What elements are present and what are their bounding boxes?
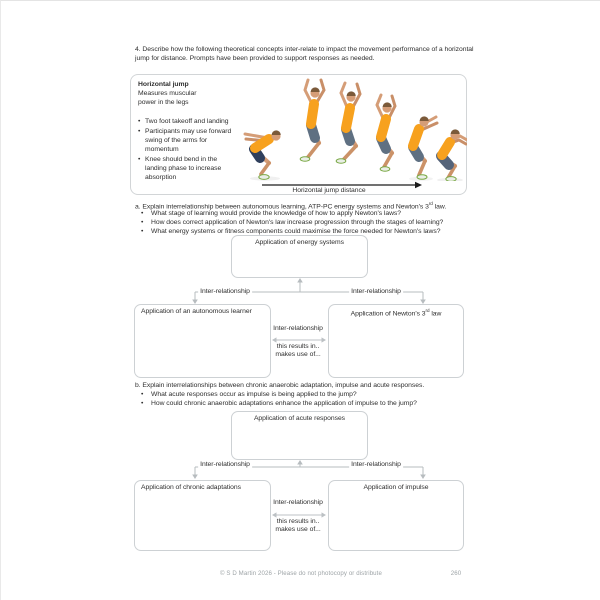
- superscript: rd: [425, 308, 430, 313]
- person-pose-takeoff: [300, 80, 324, 161]
- info-bullet: • Knee should bend in the landing phase to increase absorption: [138, 155, 232, 183]
- diagram-a-middle-line1: this results in..: [276, 342, 320, 350]
- diagram-b-middle-line2: makes use of...: [275, 525, 321, 533]
- person-pose-squat: [441, 129, 467, 181]
- section-a-bullet: • How does correct application of Newton's law increase progression through the stages of learning?: [135, 218, 595, 227]
- section-a-bullet: • What energy systems or fitness components could maximise the force needed for Newton's laws?: [135, 227, 595, 236]
- question-4-text: 4. Describe how the following theoretical concepts inter-relate to impact the movement performance of a horizontal jump for distance. Prompts have been provided to support responses as needed.: [135, 46, 474, 63]
- footer-page-number: 260: [450, 570, 462, 577]
- diagram-b-left-relationship-label: Inter-relationship: [200, 461, 250, 468]
- footer-copyright: © S D Martin 2026 - Please do not photocopy or distribute: [220, 570, 382, 577]
- diagram-b-right-box: [328, 480, 464, 551]
- info-box-title: Horizontal jump: [138, 81, 189, 88]
- diagram-b-left-box: [134, 480, 271, 551]
- diagram-a-middle-line2: makes use of...: [275, 350, 321, 358]
- info-bullet: • Participants may use forward swing of the arms for momentum: [138, 127, 232, 155]
- diagram-b-right-relationship-label: Inter-relationship: [351, 461, 401, 468]
- diagram-b-middle-line1: this results in..: [276, 517, 320, 525]
- section-a-heading: a. Explain interrelationship between autonomous learning, ATP-PC energy systems and Newton's 3rd law.: [135, 201, 447, 211]
- diagram-a-right-box-title: Application of Newton's 3rd law: [350, 308, 442, 318]
- diagram-a-left-box-title: Application of an autonomous learner: [141, 308, 252, 315]
- diagram-a-middle-label: Inter-relationship: [273, 325, 323, 332]
- diagram-b-left-box-title: Application of chronic adaptations: [141, 484, 241, 491]
- diagram-b-middle-label: Inter-relationship: [273, 499, 323, 506]
- info-box-subtitle: Measures muscular power in the legs: [138, 90, 197, 107]
- diagram-b-connector: [189, 453, 429, 483]
- jump-sequence-photo: [241, 77, 467, 181]
- horizontal-jump-info-box: [130, 74, 467, 195]
- jump-distance-caption: Horizontal jump distance: [292, 186, 366, 194]
- person-pose-crouch: [245, 130, 281, 179]
- section-b-heading: b. Explain interrelationships between chronic anaerobic adaptation, impulse and acute responses.: [135, 381, 425, 389]
- person-pose-descending: [377, 95, 395, 171]
- superscript: rd: [428, 201, 433, 206]
- person-pose-landing: [413, 116, 437, 179]
- diagram-b-top-box-title: Application of acute responses: [253, 415, 346, 422]
- diagram-a-right-box: [328, 304, 464, 378]
- diagram-a-left-relationship-label: Inter-relationship: [200, 287, 250, 295]
- diagram-b-right-box-title: Application of impulse: [363, 484, 429, 491]
- info-bullet: • Two foot takeoff and landing: [138, 117, 232, 126]
- section-b-bullet: • What acute responses occur as impulse is being applied to the jump?: [135, 390, 595, 399]
- diagram-a-top-box: [231, 235, 368, 278]
- section-b-bullet: • How could chronic anaerobic adaptations enhance the application of impulse to the jump?: [135, 399, 595, 408]
- person-pose-midair: [336, 83, 360, 163]
- diagram-a-right-relationship-label: Inter-relationship: [351, 287, 401, 295]
- diagram-a-left-box: [134, 304, 271, 378]
- section-a-bullet: • What stage of learning would provide the knowledge of how to apply Newton's laws?: [135, 209, 595, 218]
- diagram-a-top-box-title: Application of energy systems: [255, 239, 344, 246]
